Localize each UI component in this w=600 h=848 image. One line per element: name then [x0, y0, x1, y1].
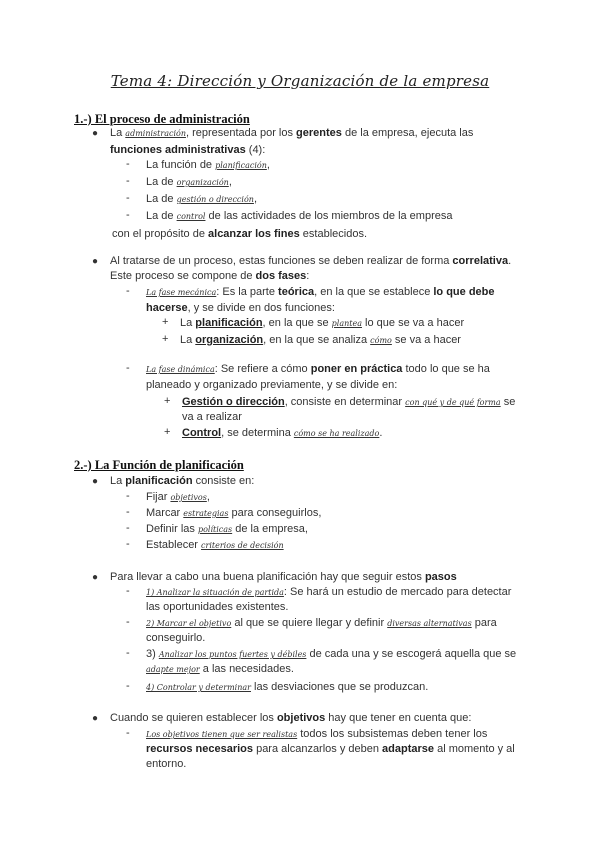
step-1: 1) Analizar la situación de partida: Se hará un estudio de mercado para detectar — [146, 586, 512, 598]
phase-mecanica-function: La organización, en la que se analiza cómo se va a hacer — [180, 334, 461, 346]
s1-p2-line1: Al tratarse de un proceso, estas funciones se deben realizar de forma correlativa. — [110, 255, 512, 267]
step-1-cont: las oportunidades existentes. — [146, 601, 289, 613]
phase-mecanica-line1: La fase mecánica: Es la parte teórica, en la que se establece lo que debe — [146, 286, 495, 298]
s2-p3-line1: Cuando se quieren establecer los objetivos hay que tener en cuenta que: — [110, 712, 472, 724]
step-4: 4) Controlar y determinar las desviaciones que se produzcan. — [146, 681, 429, 693]
list-item: La de gestión o dirección, — [146, 193, 257, 205]
step-2-cont: conseguirlo. — [146, 632, 206, 644]
list-item: La función de planificación, — [146, 159, 270, 171]
document-page: Tema 4: Dirección y Organización de la empresa 1.-) El proceso de administración ● La administración, representada por los gerentes de la empresa, ejecuta las funciones administrativas (4): - La función de planificación, - La de organización, - La de gestión o dirección, - La de control de las actividades de los miembros de la empresa con el propósito de alcanzar los fines establecidos. ● Al tratarse de un proceso, estas funciones se deben realizar de forma correlativa. Este proceso se compone de dos fases: - La fase mecánica: Es la parte teórica, en la que se establece lo que debe hacerse, y se divide en dos funciones: + La planificación, en la que se plantea lo que se va a hacer + La organización, en la que se analiza cómo se va a hacer - La fase dinámica: Se refiere a cómo poner en práctica todo lo que se ha planeado y organizado previamente, y se divide en: + Gestión o dirección, consiste en determinar con qué y de qué forma se va a realizar + Control, se determina cómo se ha realizado. 2.-) La Función de planificación ● La planificación consiste en: - Fijar objetivos, - Marcar estrategias para conseguirlos, - Definir las políticas de la empresa, - Establecer criterios de decisión ● Para llevar a cabo una buena planificación hay que seguir estos pasos - 1) Analizar la situación de partida: Se hará un estudio de mercado para detectar las oportunidades existentes. - 2) Marcar el objetivo al que se quiere llegar y definir diversas alternativas para conseguirlo. - 3) Analizar los puntos fuertes y débiles de cada una y se escogerá aquella que se adapte mejor a las necesidades. - 4) Controlar y determinar las desviaciones que se produzcan. ● Cuando se quieren establecer los objetivos hay que tener en cuenta que: - Los objetivos tienen que ser realistas todos los subsistemas deben tener los recursos necesarios para alcanzarlos y deben adaptarse al momento y al entorno. — [0, 0, 600, 848]
list-item: La de control de las actividades de los miembros de la empresa — [146, 210, 453, 222]
list-item: Marcar estrategias para conseguirlos, — [146, 507, 322, 519]
s1-p2-line2: Este proceso se compone de dos fases: — [110, 270, 310, 282]
bullet: ● — [92, 713, 99, 724]
phase-dinamica-function: Gestión o dirección, consiste en determinar con qué y de qué forma se — [182, 396, 516, 408]
bullet: ● — [92, 256, 99, 267]
objetivos-line2: recursos necesarios para alcanzarlos y deben adaptarse al momento y al — [146, 743, 515, 755]
objetivos-line3: entorno. — [146, 758, 187, 770]
step-3: 3) Analizar los puntos fuertes y débiles de cada una y se escogerá aquella que se — [146, 648, 517, 660]
list-item: Definir las políticas de la empresa, — [146, 523, 308, 535]
list-item: Establecer criterios de decisión — [146, 539, 284, 551]
s1-p1-line1: La administración, representada por los gerentes de la empresa, ejecuta las — [110, 127, 474, 139]
s1-p1-line2: funciones administrativas (4): — [110, 144, 266, 156]
page-title: Tema 4: Dirección y Organización de la empresa — [110, 72, 490, 90]
s2-p2-line1: Para llevar a cabo una buena planificación hay que seguir estos pasos — [110, 571, 457, 583]
bullet: ● — [92, 476, 99, 487]
section1-heading: 1.-) El proceso de administración — [74, 112, 250, 126]
step-2: 2) Marcar el objetivo al que se quiere llegar y definir diversas alternativas para — [146, 617, 497, 629]
bullet: ● — [92, 572, 99, 583]
phase-mecanica-function: La planificación, en la que se plantea lo que se va a hacer — [180, 317, 465, 329]
section2-heading: 2.-) La Función de planificación — [74, 458, 244, 472]
list-item: La de organización, — [146, 176, 232, 188]
s2-p1-line1: La planificación consiste en: — [110, 475, 255, 487]
phase-dinamica-line1: La fase dinámica: Se refiere a cómo poner en práctica todo lo que se ha — [146, 363, 490, 375]
phase-dinamica-function: Control, se determina cómo se ha realizado. — [182, 427, 383, 439]
phase-dinamica-line2: planeado y organizado previamente, y se divide en: — [146, 379, 398, 391]
list-item: Fijar objetivos, — [146, 491, 210, 503]
phase-mecanica-line2: hacerse, y se divide en dos funciones: — [146, 302, 335, 314]
phase-dinamica-function-cont: va a realizar — [182, 411, 242, 423]
objetivos-line1: Los objetivos tienen que ser realistas todos los subsistemas deben tener los — [146, 728, 488, 740]
bullet: ● — [92, 128, 99, 139]
s1-p1-closing: con el propósito de alcanzar los fines establecidos. — [112, 228, 367, 240]
step-3-cont: adapte mejor a las necesidades. — [146, 663, 294, 675]
